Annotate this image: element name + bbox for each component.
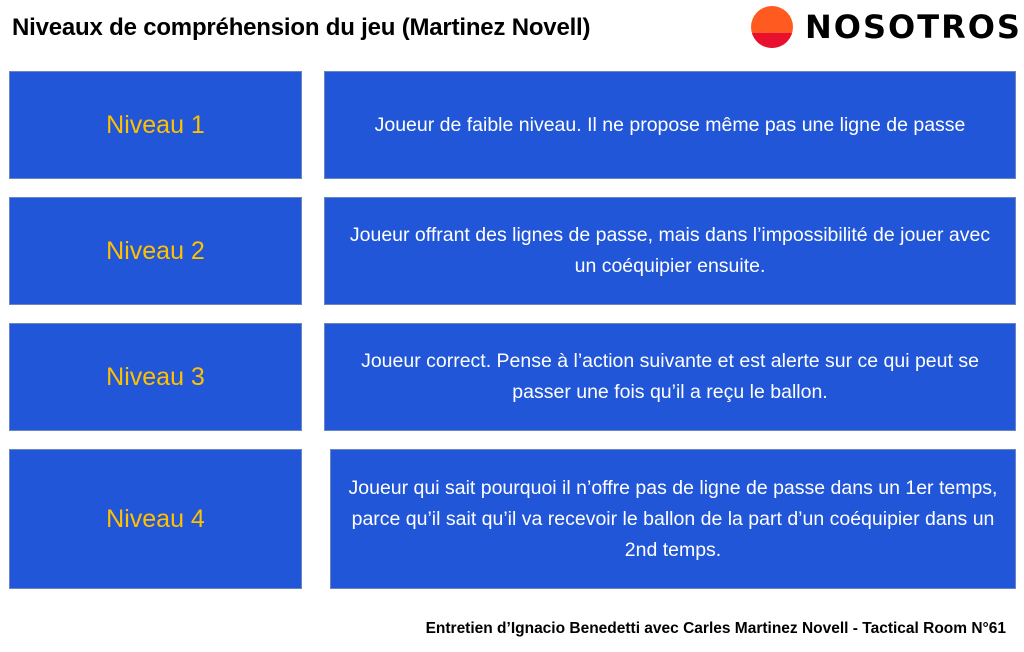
level-1-description-box — [324, 71, 1016, 179]
level-2-description: Joueur offrant des lignes de passe, mais dans l’impossibilité de jouer avec un coéquipier ensuite. — [349, 224, 991, 277]
level-1-label: Niveau 1 — [106, 110, 205, 139]
level-1-description: Joueur de faible niveau. Il ne propose même pas une ligne de passe — [374, 113, 966, 136]
level-4-box — [9, 449, 302, 589]
source-credit: Entretien d’Ignacio Benedetti avec Carles Martinez Novell - Tactical Room N°61 — [425, 620, 1006, 637]
level-2-label: Niveau 2 — [106, 236, 205, 265]
level-2-box — [9, 197, 302, 305]
nosotros-logo-icon — [751, 6, 793, 48]
level-2-description-box — [324, 197, 1016, 305]
level-4-description-box — [330, 449, 1016, 589]
level-3-description-box — [324, 323, 1016, 431]
nosotros-logo — [751, 6, 1022, 48]
level-3-box — [9, 323, 302, 431]
level-3-label: Niveau 3 — [106, 362, 205, 391]
page-title: Niveaux de compréhension du jeu (Martinez Novell) — [12, 14, 591, 41]
level-3-description: Joueur correct. Pense à l’action suivante et est alerte sur ce qui peut se passer une fois qu’il a reçu le ballon. — [361, 350, 979, 403]
level-4-description: Joueur qui sait pourquoi il n’offre pas de ligne de passe dans un 1er temps, parce qu’il sait qu’il va recevoir le ballon de la part d’un coéquipier dans un 2nd temps. — [348, 476, 998, 561]
logo-wordmark: NOSOTROS — [805, 8, 1022, 46]
level-1-box — [9, 71, 302, 179]
level-4-label: Niveau 4 — [106, 504, 205, 533]
